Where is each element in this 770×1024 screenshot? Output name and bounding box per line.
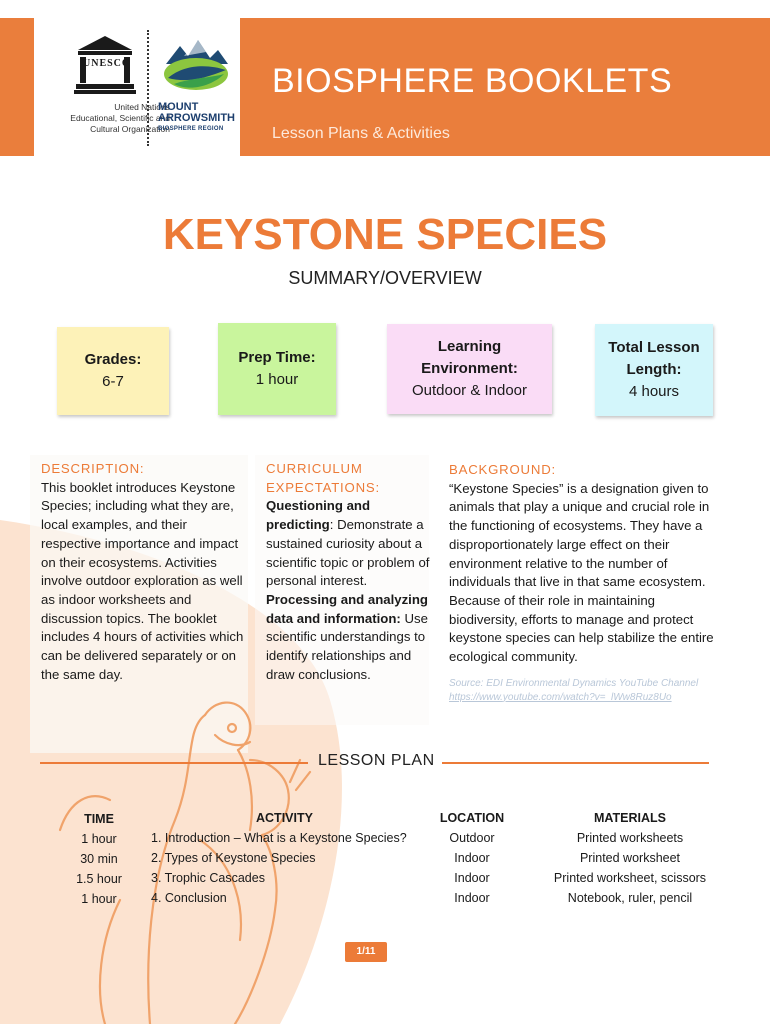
time-cell: 30 min	[80, 852, 118, 866]
materials-column	[545, 808, 715, 908]
activity-column	[151, 808, 421, 908]
curriculum-item-2-text: Use scientific understandings to identify relationships and draw conclusions.	[266, 610, 428, 682]
background-title: BACKGROUND:	[449, 462, 556, 477]
logo-panel	[34, 18, 240, 156]
unesco-name	[36, 102, 170, 135]
background-source-link[interactable]: https://www.youtube.com/watch?v=_lWw8Ruz8Uo	[449, 691, 672, 703]
activity-cell: 4. Conclusion	[151, 891, 227, 905]
location-cell: Indoor	[454, 851, 490, 865]
unesco-acronym: UNESCO	[83, 58, 131, 69]
note-total-length	[595, 324, 713, 416]
curriculum-item-1	[266, 497, 431, 591]
materials-header: MATERIALS	[594, 811, 666, 825]
mab-line-1: MOUNT	[158, 101, 199, 113]
lesson-plan-line-left	[40, 762, 308, 764]
description-title: DESCRIPTION:	[41, 461, 145, 476]
summary-label: SUMMARY/OVERVIEW	[288, 268, 482, 288]
curriculum-section	[266, 460, 431, 684]
booklet-title: BIOSPHERE BOOKLETS	[272, 62, 673, 100]
curriculum-item-1-heading: Questioning and predicting	[266, 498, 371, 533]
lesson-plan-title: LESSON PLAN	[318, 752, 435, 769]
mount-arrowsmith-logo-icon	[160, 34, 232, 96]
location-cell: Indoor	[454, 871, 490, 885]
time-cell: 1 hour	[81, 832, 117, 846]
activity-cell: 2. Types of Keystone Species	[151, 851, 316, 865]
time-column	[68, 809, 130, 909]
activity-cell: 1. Introduction – What is a Keystone Species?	[151, 831, 407, 845]
note-total-value: 4 hours	[628, 383, 680, 400]
background-text: “Keystone Species” is a designation given to animals that play a unique and crucial role in the functioning of ecosystems. They have a disproportionately large effect on their environment relative to the number of individuals that live in that same ecosystem. Because of their role in maintaining biodiversity, efforts to manage and protect keystone species can help stabilize the entire ecological community.	[449, 480, 714, 665]
description-text: This booklet introduces Keystone Species; including what they are, local examples, and their respective importance and impact on their ecosystems. Activities involve outdoor exploration as well as indoor worksheets and discussion topics. The booklet includes 4 hours of activities which can be delivered separately or on the same day.	[41, 479, 244, 682]
materials-cell: Printed worksheet	[579, 851, 681, 865]
background-source: Source: EDI Environmental Dynamics YouTube Channel	[449, 677, 699, 689]
unesco-line-2: Educational, Scientific and	[70, 113, 170, 123]
mab-line-2: ARROWSMITH	[158, 112, 235, 124]
materials-cell: Notebook, ruler, pencil	[567, 891, 693, 905]
materials-cell: Printed worksheet, scissors	[553, 871, 707, 885]
booklet-subtitle: Lesson Plans & Activities	[272, 125, 450, 142]
time-header: TIME	[84, 812, 114, 826]
note-prep-label: Prep Time:	[238, 349, 316, 366]
location-header: LOCATION	[439, 811, 505, 825]
note-environment-label: Learning Environment:	[421, 338, 518, 377]
time-cell: 1 hour	[81, 892, 117, 906]
note-grades-label: Grades:	[84, 351, 142, 368]
location-column	[430, 808, 514, 908]
note-total-label: Total Lesson Length:	[608, 339, 700, 378]
unesco-line-3: Cultural Organization	[90, 124, 170, 134]
lesson-plan-line-right	[442, 762, 709, 764]
header-banner	[0, 18, 770, 156]
page-number: 1/11	[345, 942, 387, 962]
activity-header: ACTIVITY	[256, 811, 313, 825]
curriculum-item-2-heading: Processing and analyzing data and information:	[266, 591, 428, 626]
curriculum-item-2	[266, 591, 431, 685]
logo-divider	[147, 30, 149, 146]
note-environment	[387, 324, 552, 414]
curriculum-title: CURRICULUM EXPECTATIONS:	[266, 461, 380, 495]
note-prep-value: 1 hour	[255, 371, 299, 388]
activity-cell: 3. Trophic Cascades	[151, 871, 265, 885]
note-grades	[57, 327, 169, 415]
note-environment-value: Outdoor & Indoor	[411, 382, 528, 399]
mab-line-3: BIOSPHERE REGION	[158, 126, 224, 132]
time-cell: 1.5 hour	[76, 872, 122, 886]
curriculum-item-1-text: : Demonstrate a sustained curiosity about a scientific topic or problem of personal interest.	[266, 517, 430, 589]
page-title: KEYSTONE SPECIES	[162, 210, 608, 259]
note-grades-value: 6-7	[102, 373, 124, 390]
note-prep-time	[218, 323, 336, 415]
mount-arrowsmith-name	[158, 102, 235, 135]
unesco-line-1: United Nations	[114, 102, 170, 112]
materials-cell: Printed worksheets	[576, 831, 684, 845]
location-cell: Outdoor	[449, 831, 495, 845]
background-section	[449, 461, 717, 705]
location-cell: Indoor	[454, 891, 490, 905]
description-section	[41, 460, 246, 684]
